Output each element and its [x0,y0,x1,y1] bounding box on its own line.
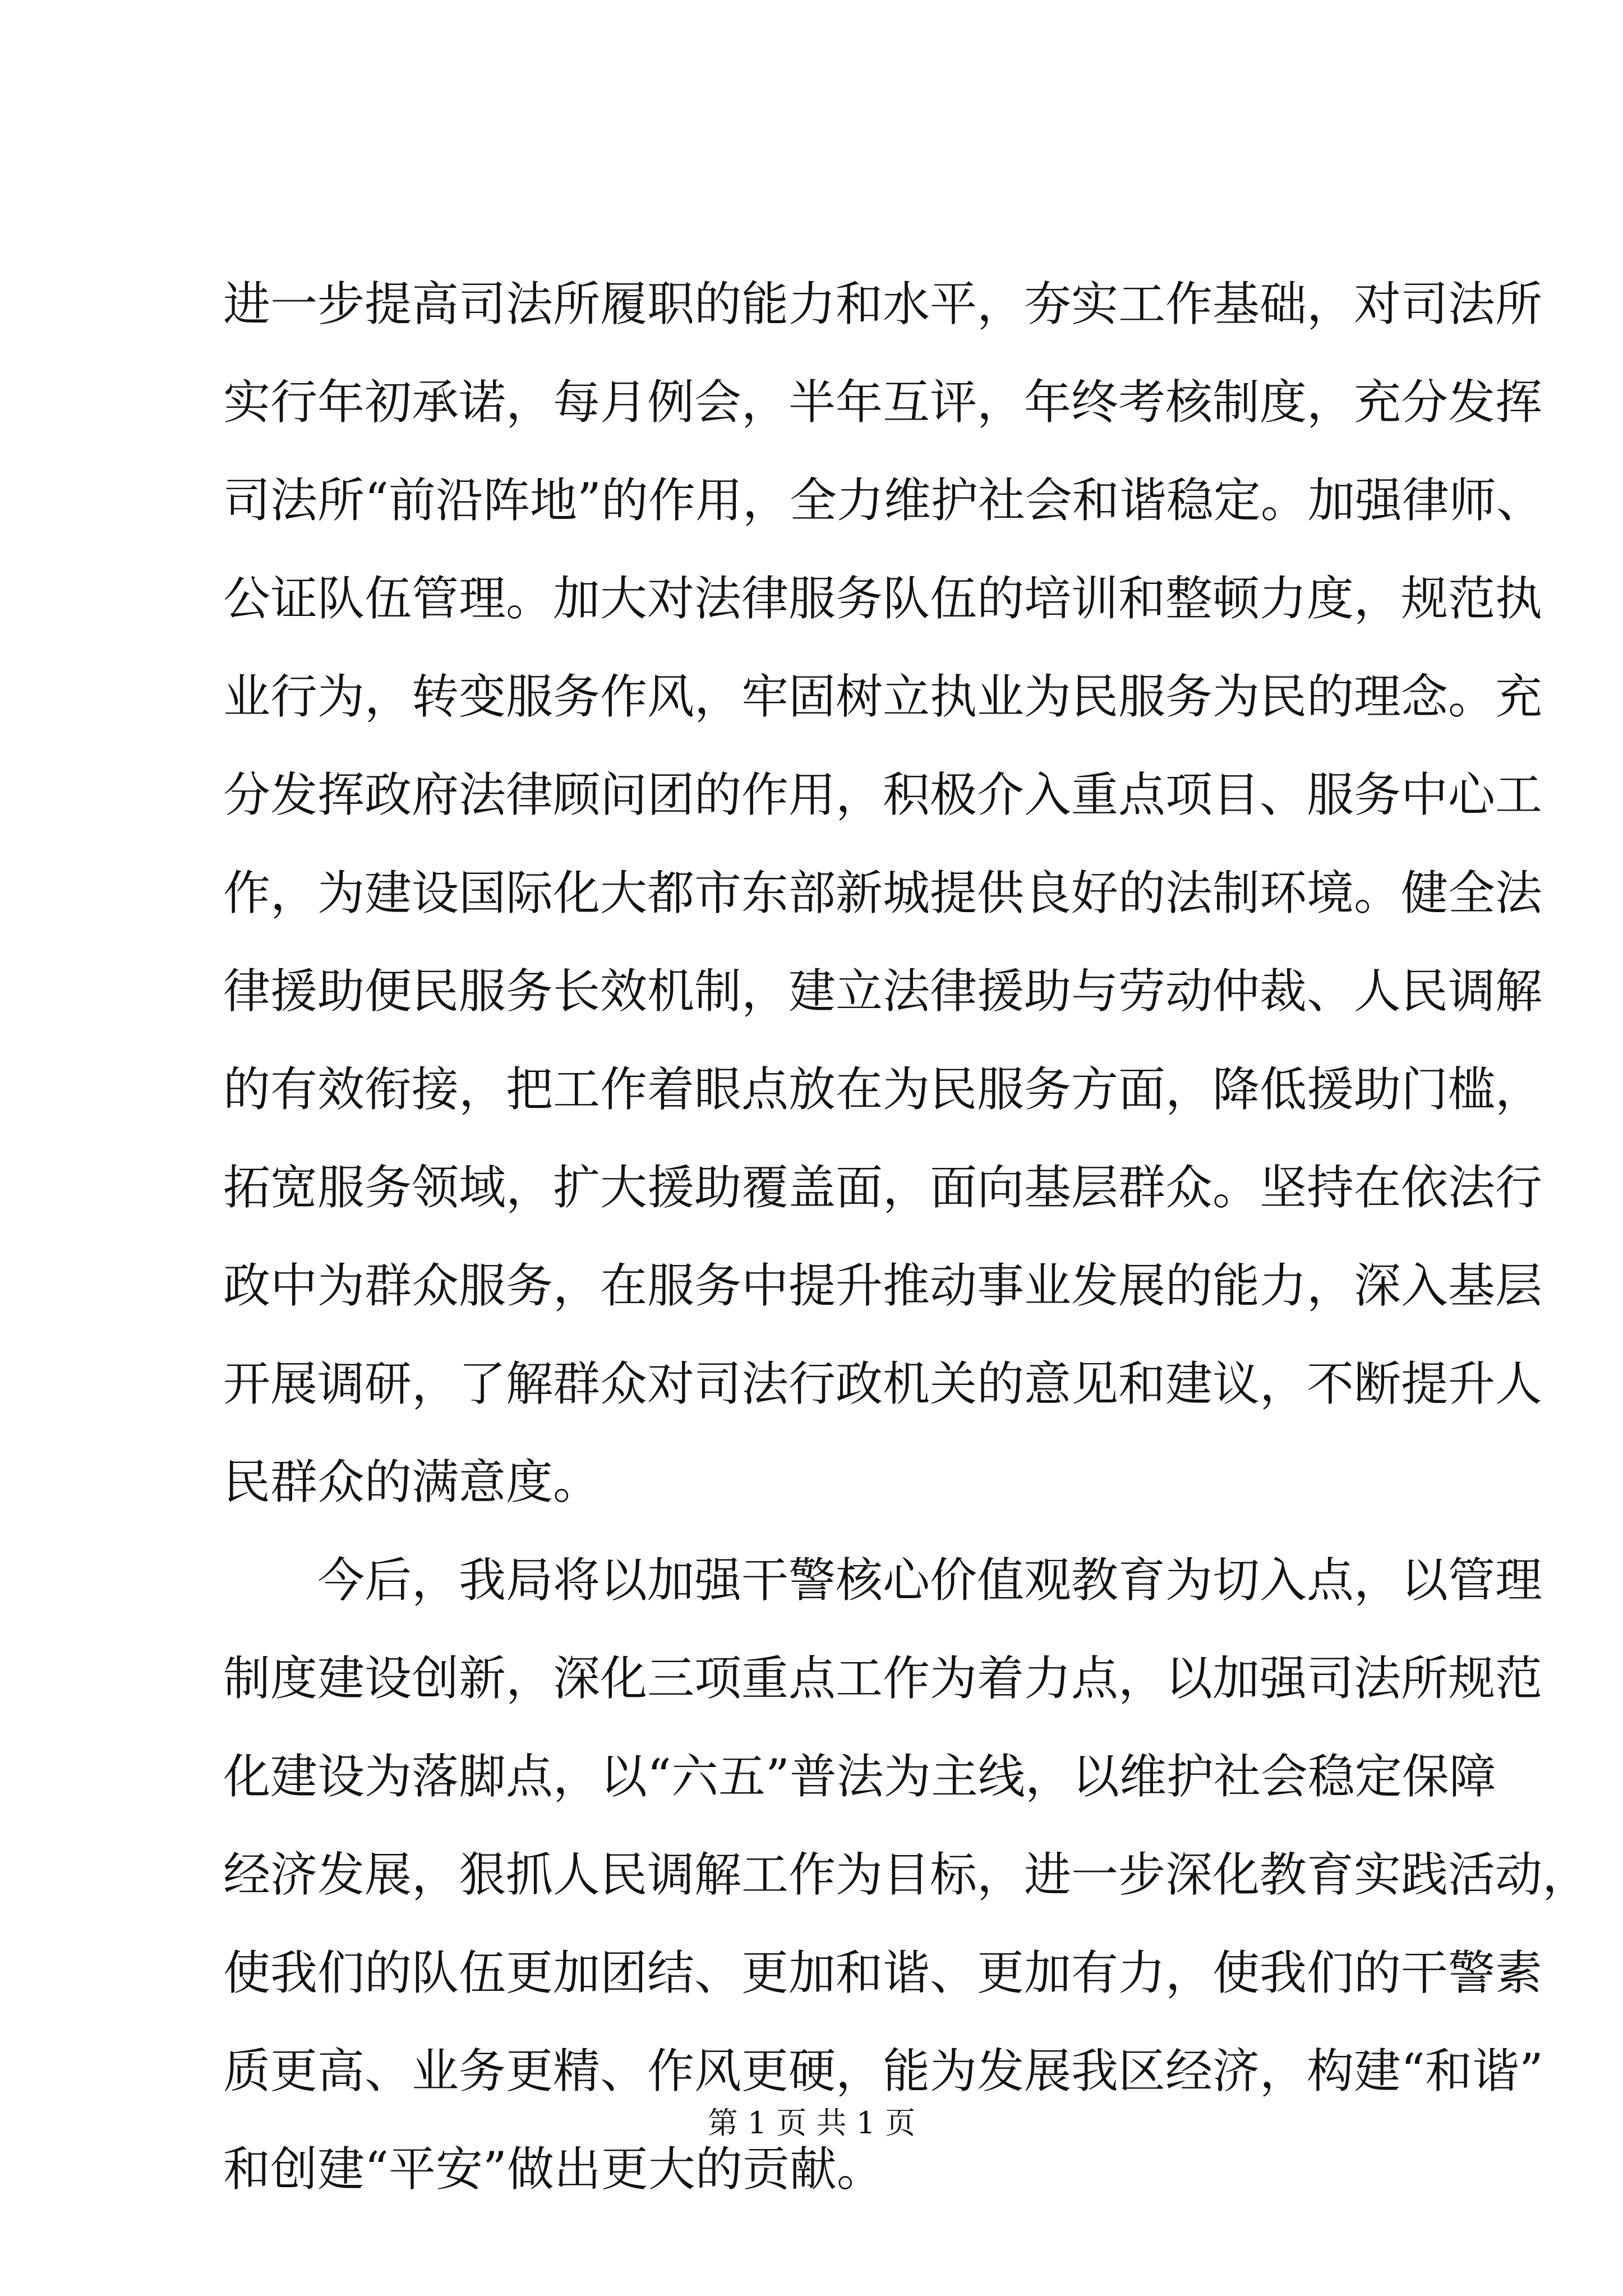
paragraph-line: 作，为建设国际化大都市东部新城提供良好的法制环境。健全法 [223,866,1543,921]
paragraph-line: 业行为，转变服务作风，牢固树立执业为民服务为民的理念。充 [223,669,1543,724]
paragraph-line: 政中为群众服务，在服务中提升推动事业发展的能力，深入基层 [223,1258,1543,1313]
paragraph-line: 经济发展，狠抓人民调解工作为目标，进一步深化教育实践活动， [223,1847,1590,1902]
paragraph-line: 的有效衔接，把工作着眼点放在为民服务方面，降低援助门槛， [223,1062,1543,1117]
paragraph-line: 使我们的队伍更加团结、更加和谐、更加有力，使我们的干警素 [223,1945,1543,2000]
paragraph-line: 民群众的满意度。 [223,1455,601,1510]
paragraph-line: 拓宽服务领域，扩大援助覆盖面，面向基层群众。坚持在依法行 [223,1160,1543,1215]
paragraph-line: 今后，我局将以加强干警核心价值观教育为切入点，以管理 [317,1553,1543,1608]
paragraph-line: 律援助便民服务长效机制，建立法律援助与劳动仲裁、人民调解 [223,964,1543,1019]
paragraph-line: 实行年初承诺，每月例会，半年互评，年终考核制度，充分发挥 [223,375,1543,430]
paragraph-line: 化建设为落脚点，以“六五”普法为主线，以维护社会稳定保障 [223,1749,1496,1804]
paragraph-line: 质更高、业务更精、作风更硬，能为发展我区经济，构建“和谐” [223,2044,1543,2099]
paragraph-line: 分发挥政府法律顾问团的作用，积极介入重点项目、服务中心工 [223,767,1543,822]
paragraph-line: 司法所“前沿阵地”的作用，全力维护社会和谐稳定。加强律师、 [223,473,1543,528]
document-body [223,255,1590,2219]
paragraph-line: 进一步提高司法所履职的能力和水平，夯实工作基础，对司法所 [223,277,1543,332]
paragraph-line: 制度建设创新，深化三项重点工作为着力点，以加强司法所规范 [223,1651,1543,1706]
paragraph-line: 和创建“平安”做出更大的贡献。 [223,2142,884,2197]
paragraph-line: 公证队伍管理。加大对法律服务队伍的培训和整顿力度，规范执 [223,571,1543,626]
paragraph-1 [223,255,1543,1531]
page-footer: 第 1 页 共 1 页 [707,2105,916,2141]
paragraph-line: 开展调研，了解群众对司法行政机关的意见和建议，不断提升人 [223,1356,1543,1411]
